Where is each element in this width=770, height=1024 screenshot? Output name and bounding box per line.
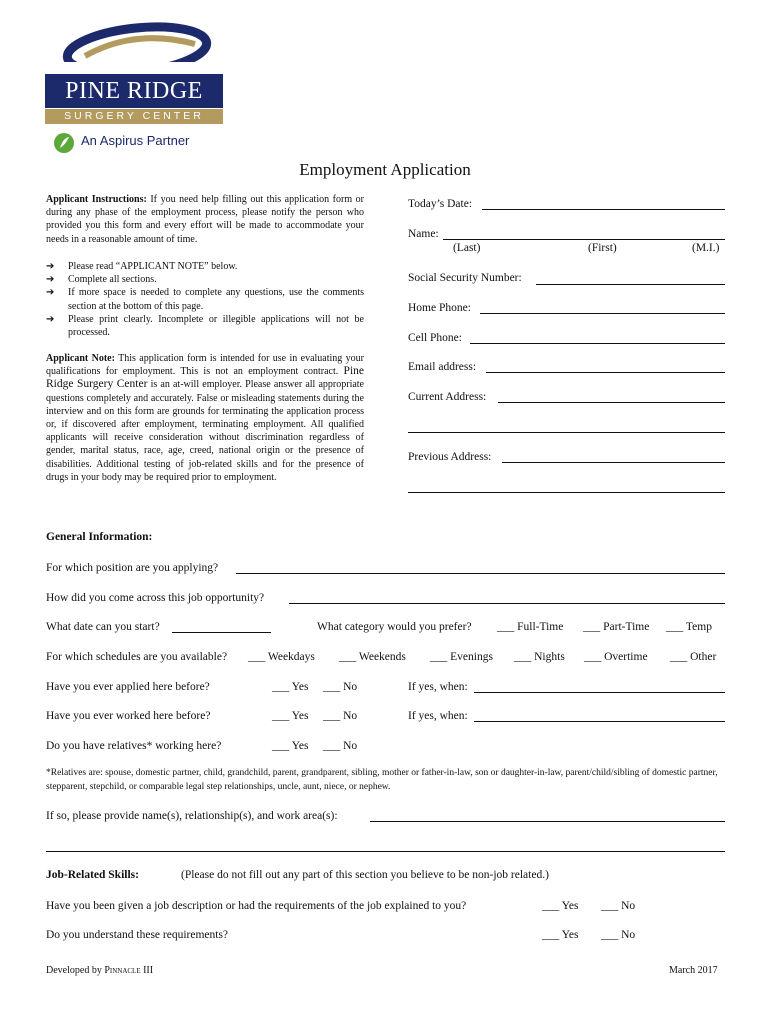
email-label: Email address: bbox=[408, 361, 477, 373]
relatives-details-field[interactable] bbox=[370, 821, 725, 822]
list-item: ➔ Please print clearly. Incomplete or illegible applications will not be processed. bbox=[46, 313, 364, 339]
list-item: ➔ Please read “APPLICANT NOTE” below. bbox=[46, 261, 238, 272]
applied-label: Have you ever applied here before? bbox=[46, 681, 210, 693]
relatives-note: *Relatives are: spouse, domestic partner, child, grandchild, parent, grandparent, sibling, mother or father-in-law, son or daughter-in-law, parent/child/sibling of domestic partner, stepparent, stepchild, or comparable legal step relationships, uncle, aunt, niece, or nephew. bbox=[46, 768, 718, 792]
logo-name: PINE RIDGE bbox=[65, 78, 203, 104]
weekdays-option[interactable]: ___ Weekdays bbox=[248, 651, 315, 663]
relatives-label: Do you have relatives* working here? bbox=[46, 740, 222, 752]
instructions-text: If you need help filling out this application form or during any phase of the employment process, please notify the person who provided you this form and every effort will be made to accommodate your needs in a reasonable amount of time. bbox=[46, 194, 364, 245]
weekends-option[interactable]: ___ Weekends bbox=[339, 651, 406, 663]
applied-when-field[interactable] bbox=[474, 692, 725, 693]
full-time-option[interactable]: ___ Full-Time bbox=[497, 621, 564, 633]
last-name-caption: (Last) bbox=[453, 242, 481, 254]
logo-sub: SURGERY CENTER bbox=[64, 110, 204, 122]
position-label: For which position are you applying? bbox=[46, 562, 219, 574]
understand-question: Do you understand these requirements? bbox=[46, 929, 229, 941]
position-field[interactable] bbox=[236, 573, 725, 574]
applied-no[interactable]: ___ No bbox=[323, 681, 358, 693]
logo-name-box bbox=[45, 74, 223, 108]
other-option[interactable]: ___ Other bbox=[670, 651, 717, 663]
general-info-heading: General Information: bbox=[46, 531, 153, 543]
home-phone-field[interactable] bbox=[480, 313, 725, 314]
footer-brand: Pinnacle III bbox=[104, 965, 154, 976]
list-item: ➔ If more space is needed to complete any questions, use the comments section at the bottom of this page. bbox=[46, 287, 364, 312]
part-time-option[interactable]: ___ Part-Time bbox=[583, 621, 650, 633]
todays-date-field[interactable] bbox=[482, 209, 725, 210]
relatives-yes[interactable]: ___ Yes bbox=[272, 740, 309, 752]
footer-date: March 2017 bbox=[669, 965, 718, 976]
skills-heading: Job-Related Skills: bbox=[46, 869, 139, 881]
applied-when-label: If yes, when: bbox=[408, 681, 468, 693]
understand-yes[interactable]: ___ Yes bbox=[542, 929, 579, 941]
worked-no[interactable]: ___ No bbox=[323, 710, 358, 722]
evenings-option[interactable]: ___ Evenings bbox=[430, 651, 493, 663]
logo-partner: An Aspirus Partner bbox=[81, 133, 190, 148]
worked-when-label: If yes, when: bbox=[408, 710, 468, 722]
job-description-yes[interactable]: ___ Yes bbox=[542, 900, 579, 912]
schedules-label: For which schedules are you available? bbox=[46, 651, 228, 663]
applied-yes[interactable]: ___ Yes bbox=[272, 681, 309, 693]
current-address-field-2[interactable] bbox=[408, 432, 725, 433]
list-item: ➔ Complete all sections. bbox=[46, 274, 157, 286]
previous-address-field-2[interactable] bbox=[408, 492, 725, 493]
logo-sub-box bbox=[45, 109, 223, 124]
previous-address-field[interactable] bbox=[502, 462, 725, 463]
first-name-caption: (First) bbox=[588, 242, 617, 254]
instruction-bullets bbox=[46, 260, 364, 339]
applicant-instructions bbox=[46, 193, 364, 246]
name-label: Name: bbox=[408, 228, 439, 240]
name-field[interactable] bbox=[443, 239, 725, 240]
ssn-field[interactable] bbox=[536, 284, 725, 285]
job-description-question: Have you been given a job description or had the requirements of the job explained to you? bbox=[46, 900, 467, 912]
understand-no[interactable]: ___ No bbox=[601, 929, 636, 941]
email-field[interactable] bbox=[486, 372, 725, 373]
skills-note: (Please do not fill out any part of this section you believe to be non-job related.) bbox=[181, 869, 549, 881]
start-date-label: What date can you start? bbox=[46, 621, 160, 633]
nights-option[interactable]: ___ Nights bbox=[514, 651, 565, 663]
page-title: Employment Application bbox=[299, 160, 471, 179]
how-found-label: How did you come across this job opportunity? bbox=[46, 592, 265, 604]
aspirus-leaf-icon bbox=[53, 132, 75, 154]
arrow-icon: ➔ bbox=[46, 287, 55, 299]
arrow-icon: ➔ bbox=[46, 313, 55, 325]
note-label: Applicant Note: bbox=[46, 353, 115, 364]
previous-address-label: Previous Address: bbox=[408, 451, 492, 463]
company-name: Pine Ridge Surgery Center bbox=[46, 365, 364, 391]
cell-phone-field[interactable] bbox=[470, 343, 725, 344]
overtime-option[interactable]: ___ Overtime bbox=[584, 651, 648, 663]
applicant-note: Applicant Note: This application form is intended for use in evaluating your qualifications for employment. This is not an employment contract. Pine Ridge Surgery Center is an at-will employer. Please answer all appropriate questions completely and accurately. False or misleading statements during the interview and on this form are grounds for terminating the application process or, if discovered after employment, terminating employment. All qualified applicants will receive consideration without discrimination regardless of gender, marital status, race, age, creed, national origin or the presence of disabilities. Additional testing of job-related skills and for the presence of drugs in your body may be required prior to employment. bbox=[46, 353, 364, 483]
arrow-icon: ➔ bbox=[46, 274, 55, 286]
current-address-field[interactable] bbox=[498, 402, 725, 403]
relatives-no[interactable]: ___ No bbox=[323, 740, 358, 752]
current-address-label: Current Address: bbox=[408, 391, 487, 403]
category-label: What category would you prefer? bbox=[317, 621, 472, 633]
ssn-label: Social Security Number: bbox=[408, 272, 522, 284]
relatives-details-label: If so, please provide name(s), relationship(s), and work area(s): bbox=[46, 810, 338, 822]
instructions-label: Applicant Instructions: bbox=[46, 194, 147, 205]
worked-when-field[interactable] bbox=[474, 721, 725, 722]
todays-date-label: Today’s Date: bbox=[408, 198, 473, 210]
job-description-no[interactable]: ___ No bbox=[601, 900, 636, 912]
logo bbox=[45, 14, 225, 159]
worked-label: Have you ever worked here before? bbox=[46, 710, 211, 722]
middle-initial-caption: (M.I.) bbox=[692, 242, 720, 254]
arrow-icon: ➔ bbox=[46, 261, 55, 272]
cell-phone-label: Cell Phone: bbox=[408, 332, 462, 344]
footer-developed-by: Developed by Pinnacle III bbox=[46, 965, 154, 976]
section-divider bbox=[46, 851, 725, 852]
how-found-field[interactable] bbox=[289, 603, 725, 604]
worked-yes[interactable]: ___ Yes bbox=[272, 710, 309, 722]
temp-option[interactable]: ___ Temp bbox=[666, 621, 712, 633]
start-date-field[interactable] bbox=[172, 632, 271, 633]
home-phone-label: Home Phone: bbox=[408, 302, 471, 314]
